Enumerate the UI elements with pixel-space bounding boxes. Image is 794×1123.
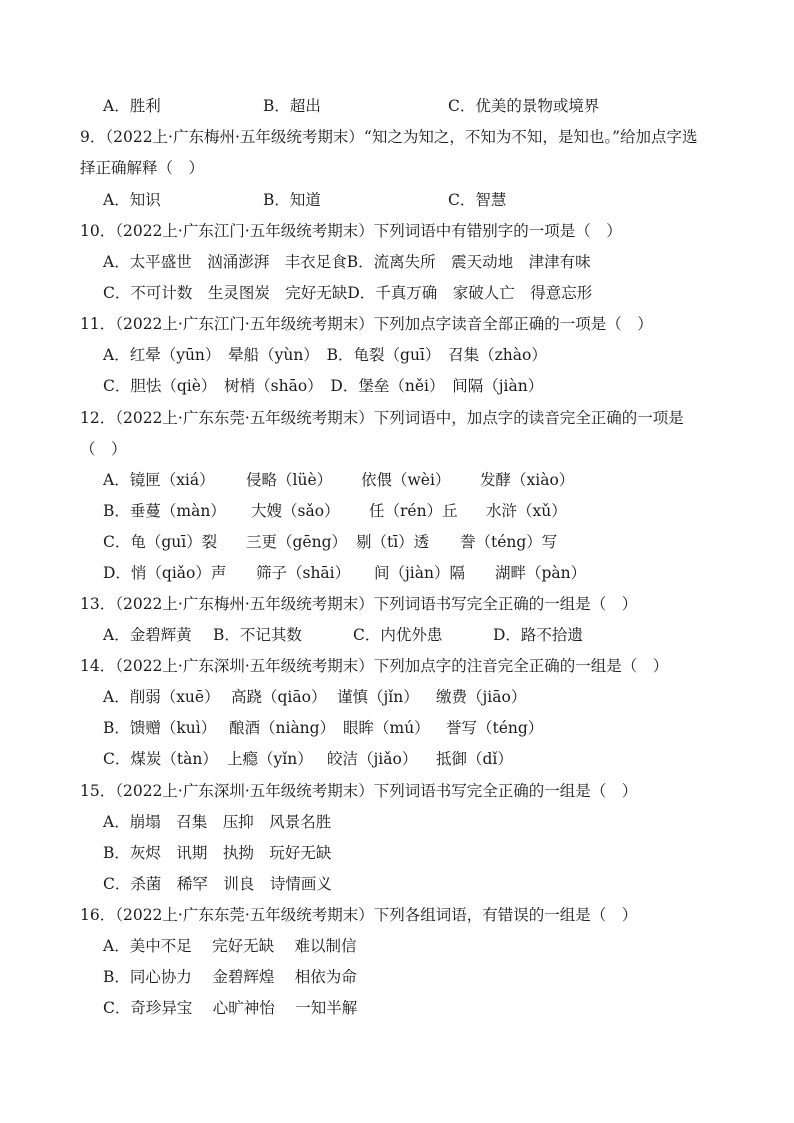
q15-stem: 15．（2022上·广东深圳·五年级统考期末）下列词语书写完全正确的一组是（ ） [80, 782, 638, 800]
q10-stem: 10．（2022上·广东江门·五年级统考期末）下列词语中有错别字的一项是（ ） [80, 222, 622, 240]
q12-d-word3: 间（jiàn）隔 [374, 564, 465, 582]
q13-option-b: B．不记其数 [213, 626, 302, 644]
q12-d-word1: D．悄（qiǎo）声 [103, 564, 227, 582]
q12-a-word3: 依偎（wèi） [361, 471, 451, 489]
q14-b-word2: 酿酒（niàng） [229, 719, 336, 737]
q14-a-word3: 谨慎（jǐn） [337, 688, 419, 706]
q14-b-word1: B．馈赠（kuì） [103, 719, 217, 737]
q9-stem-line1: 9．（2022上·广东梅州·五年级统考期末）“知之为知之，不知为不知，是知也。”给加点字选 [80, 128, 698, 146]
q11-options-row1: A．红晕（yūn） 晕船（yùn） B．龟裂（guī） 召集（zhào） [103, 346, 547, 364]
q8-option-b: B．超出 [263, 97, 321, 115]
q16-stem: 16．（2022上·广东东莞·五年级统考期末）下列各组词语，有错误的一组是（ ） [80, 906, 638, 924]
q13-option-c: C．内优外患 [353, 626, 443, 644]
q16-option-a: A．美中不足 完好无缺 难以制信 [103, 937, 357, 955]
q11-stem: 11．（2022上·广东江门·五年级统考期末）下列加点字读音全部正确的一项是（ ） [80, 315, 653, 333]
q11-options-row2: C．胆怯（qiè） 树梢（shāo） D．堡垒（něi） 间隔（jiàn） [103, 377, 544, 395]
q16-option-c: C．奇珍异宝 心旷神怡 一知半解 [103, 999, 358, 1017]
q12-a-word1: A．镜匣（xiá） [103, 471, 215, 489]
q14-c-word2: 上瘾（yǐn） [227, 750, 313, 768]
q14-c-word3: 皎洁（jiǎo） [327, 750, 418, 768]
q15-option-a: A．崩塌 召集 压抑 风景名胜 [103, 813, 332, 831]
q12-stem-line2: （ ） [80, 440, 127, 458]
q8-option-c: C．优美的景物或境界 [448, 97, 600, 115]
q14-a-word2: 高跷（qiāo） [231, 688, 327, 706]
q9-option-a: A．知识 [103, 191, 161, 209]
q12-c-word2: 三更（gēng） [246, 533, 348, 551]
q14-a-word4: 缴费（jiāo） [436, 688, 527, 706]
q12-c-word4: 誊（téng）写 [460, 533, 558, 551]
q12-c-word1: C．龟（guī）裂 [103, 533, 218, 551]
q13-option-d: D．路不拾遗 [493, 626, 583, 644]
q13-option-a: A．金碧辉黄 [103, 626, 192, 644]
q12-b-word2: 大嫂（sǎo） [251, 502, 340, 520]
q15-option-c: C．杀菌 稀罕 训良 诗情画义 [103, 875, 332, 893]
q12-d-word4: 湖畔（pàn） [495, 564, 587, 582]
q14-a-word1: A．削弱（xuē） [103, 688, 220, 706]
q16-option-b: B．同心协力 金碧辉煌 相依为命 [103, 968, 357, 986]
q14-b-word3: 眼眸（mú） [343, 719, 430, 737]
q15-option-b: B．灰烬 讯期 执拗 玩好无缺 [103, 844, 332, 862]
q12-b-word3: 任（rén）丘 [369, 502, 458, 520]
q12-b-word1: B．垂蔓（màn） [103, 502, 226, 520]
q12-d-word2: 筛子（shāi） [256, 564, 351, 582]
q9-option-b: B．知道 [263, 191, 321, 209]
q13-stem: 13．（2022上·广东梅州·五年级统考期末）下列词语书写完全正确的一组是（ ） [80, 595, 638, 613]
q12-a-word2: 侵略（lüè） [246, 471, 333, 489]
q12-stem-line1: 12．（2022上·广东东莞·五年级统考期末）下列词语中，加点字的读音完全正确的一项是 [80, 409, 684, 427]
q12-c-word3: 剔（tī）透 [356, 533, 430, 551]
q8-option-a: A．胜利 [103, 97, 161, 115]
q10-options-row1: A．太平盛世 汹涌澎湃 丰衣足食B．流离失所 震天动地 津津有味 [103, 253, 591, 271]
q12-a-word4: 发酵（xiào） [480, 471, 575, 489]
q14-stem: 14．（2022上·广东深圳·五年级统考期末）下列加点字的注音完全正确的一组是（ ） [80, 657, 669, 675]
q9-stem-line2: 择正确解释（ ） [80, 159, 205, 177]
q9-option-c: C．智慧 [448, 191, 507, 209]
q14-c-word1: C．煤炭（tàn） [103, 750, 218, 768]
q14-c-word4: 抵御（dǐ） [436, 750, 513, 768]
q12-b-word4: 水浒（xǔ） [486, 502, 567, 520]
q10-options-row2: C．不可计数 生灵图炭 完好无缺D．千真万确 家破人亡 得意忘形 [103, 284, 593, 302]
q14-b-word4: 誉写（téng） [446, 719, 544, 737]
